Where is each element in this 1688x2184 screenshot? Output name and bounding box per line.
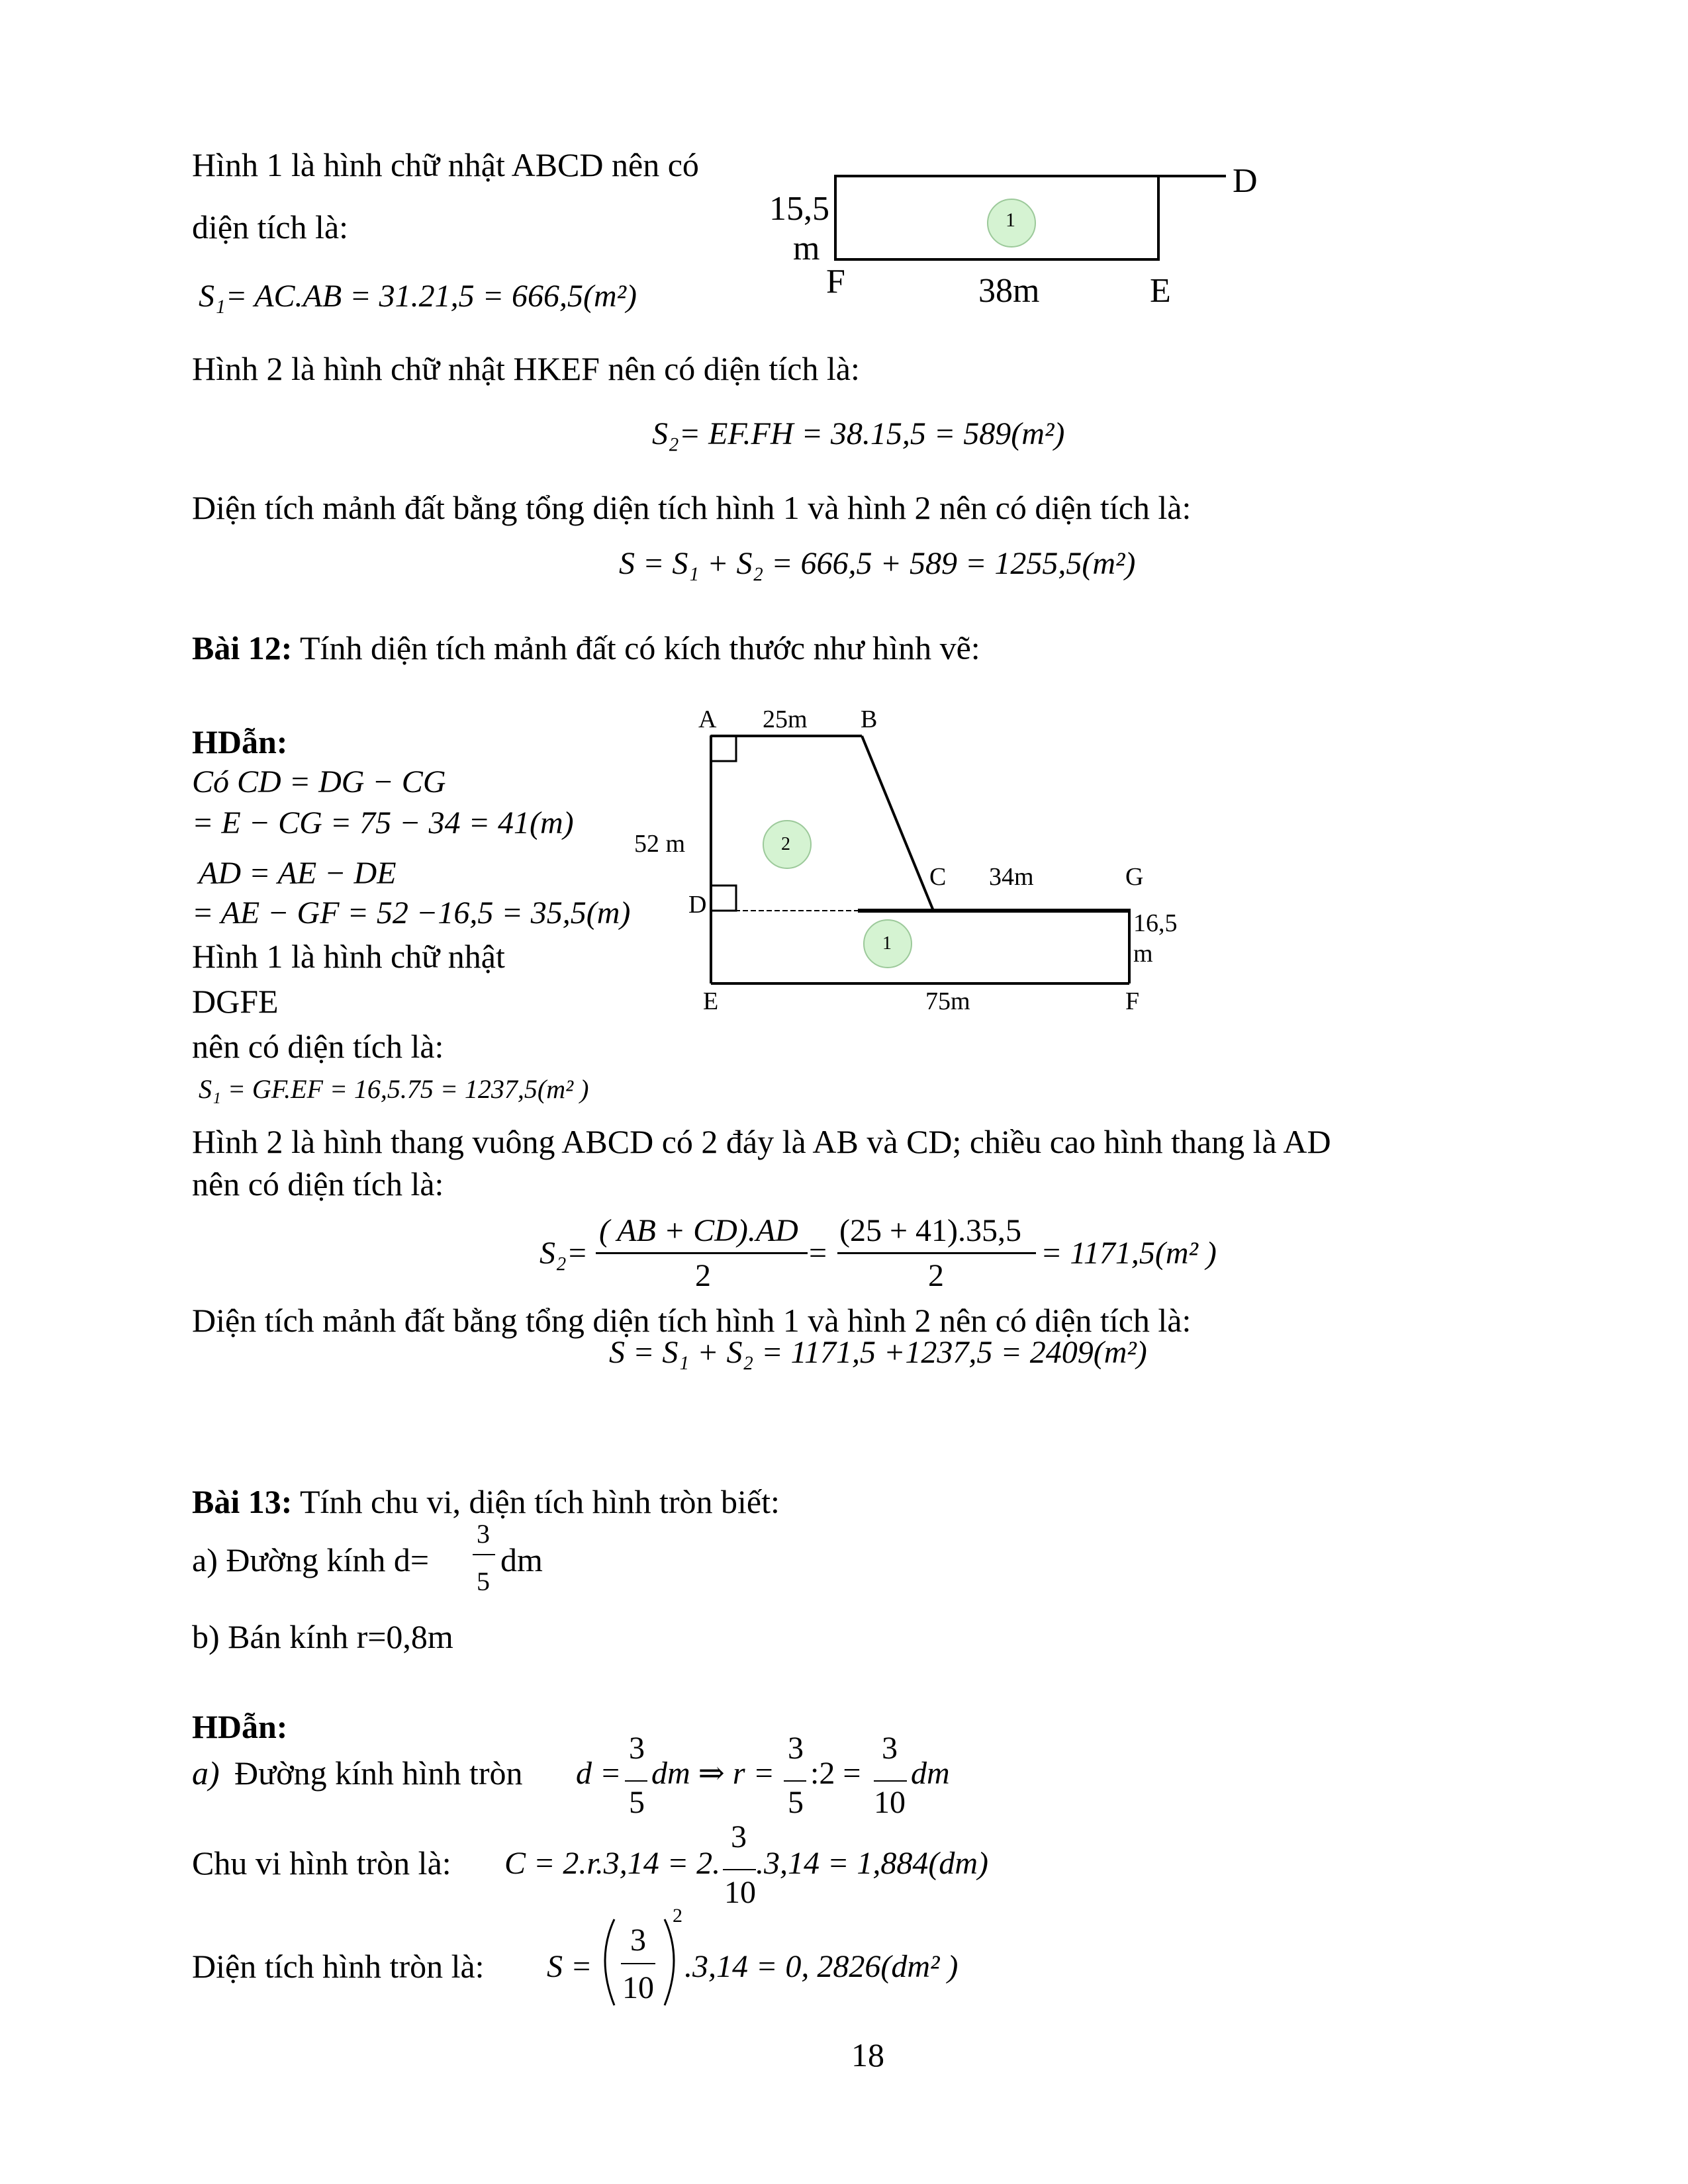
hint-a-mid: dm ⇒ r =: [651, 1756, 774, 1791]
hint-title: HDẫn:: [192, 723, 288, 760]
area-lhs: S =: [547, 1949, 592, 1984]
fraction-bar: [621, 1963, 655, 1964]
fig2-label-g: G: [1125, 863, 1144, 891]
text-line: Hình 2 là hình thang vuông ABCD có 2 đáy là AB và CD; chiều cao hình thang là AD: [192, 1123, 1331, 1160]
text-line: Có CD = DG − CG: [192, 764, 446, 799]
hint-a-d3: 10: [874, 1785, 906, 1820]
formula-s2-rhs: = 1171,5(m² ): [1041, 1236, 1217, 1271]
part-a-prefix: a) Đường kính d=: [192, 1541, 430, 1578]
text-line: Diện tích mảnh đất bằng tổng diện tích hình 1 và hình 2 nên có diện tích là:: [192, 489, 1192, 526]
text-line: Hình 2 là hình chữ nhật HKEF nên có diện tích là:: [192, 350, 860, 387]
fig2-label-b: B: [861, 705, 878, 733]
text-line: DGFE: [192, 983, 279, 1020]
area-exponent: 2: [673, 1905, 682, 1927]
fig1-label-d: D: [1233, 162, 1258, 200]
exercise-prompt: Tính diện tích mảnh đất có kích thước như hình vẽ:: [300, 629, 980, 666]
formula-s2-den1: 2: [695, 1258, 711, 1293]
fig2-label-e: E: [703, 987, 719, 1015]
hint-a-n3: 3: [882, 1731, 898, 1766]
formula-s1: S₁= AC.AB = 31.21,5 = 666,5(m²): [199, 279, 637, 314]
text-line: nên có diện tích là:: [192, 1165, 444, 1203]
fig2-label-75: 75m: [925, 987, 970, 1015]
fig1-region-label: 1: [1006, 209, 1015, 231]
fig2-label-ab: 25m: [763, 705, 808, 733]
fig1-label-f: F: [826, 263, 845, 300]
page-number: 18: [851, 2036, 884, 2073]
formula-s2-num1: ( AB + CD).AD: [599, 1213, 798, 1248]
fig2-label-52: 52 m: [634, 830, 686, 858]
formula-s2: S₂= EF.FH = 38.15,5 = 589(m²): [652, 416, 1065, 451]
formula-s1: S₁ = GF.EF = 16,5.75 = 1237,5(m² ): [199, 1074, 589, 1104]
text-line: Hình 1 là hình chữ nhật: [192, 938, 505, 975]
circumference-formula: C = 2.r.3,14 = 2.: [504, 1846, 721, 1881]
hint-a-prefix: Đường kính hình tròn: [234, 1754, 523, 1792]
part-a-num: 3: [477, 1519, 490, 1549]
formula-s2-den2: 2: [928, 1258, 944, 1293]
fig2-label-d: D: [688, 891, 707, 919]
fig2-region-1-label: 1: [882, 933, 892, 954]
part-b-line: b) Bán kính r=0,8m: [192, 1618, 453, 1655]
part-a-unit: dm: [500, 1541, 543, 1578]
exercise-title: Bài 12:: [192, 629, 293, 666]
fig2-label-34: 34m: [989, 863, 1034, 891]
exercise-prompt: Tính chu vi, diện tích hình tròn biết:: [300, 1483, 780, 1520]
circumference-prefix: Chu vi hình tròn là:: [192, 1844, 451, 1882]
text-line: nên có diện tích là:: [192, 1028, 444, 1065]
text-line: Diện tích mảnh đất bằng tổng diện tích hình 1 và hình 2 nên có diện tích là:: [192, 1302, 1192, 1339]
hint-a-d1: 5: [629, 1785, 645, 1820]
formula-s2-num2: (25 + 41).35,5: [839, 1213, 1022, 1248]
formula-s2-eq: =: [809, 1236, 827, 1271]
area-prefix: Diện tích hình tròn là:: [192, 1948, 485, 1985]
fig1-label-e: E: [1150, 272, 1171, 310]
hint-a-d: d =: [576, 1756, 622, 1791]
text-line: AD = AE − DE: [199, 856, 397, 891]
formula-sum: S = S₁ + S₂ = 1171,5 +1237,5 = 2409(m²): [609, 1335, 1147, 1370]
fig1-side-label: 15,5: [769, 190, 829, 228]
text-line: = E − CG = 75 − 34 = 41(m): [192, 805, 574, 841]
fig1-bottom-label: 38m: [978, 272, 1040, 310]
hint-a-d2: 5: [788, 1785, 804, 1820]
hint-a-n2: 3: [788, 1731, 804, 1766]
fig2-label-f: F: [1125, 987, 1140, 1015]
fig2-label-c: C: [929, 863, 947, 891]
fig2-label-a: A: [698, 705, 717, 733]
hint-title: HDẫn:: [192, 1708, 288, 1745]
circumference-num: 3: [731, 1819, 747, 1854]
fig2-label-165: 16,5: [1133, 909, 1178, 937]
hint-a-n1: 3: [629, 1731, 645, 1766]
formula-s2-lhs: S₂=: [539, 1236, 588, 1271]
fig1-side-unit: m: [793, 230, 820, 267]
left-paren: [605, 1919, 614, 2005]
text-line: diện tích là:: [192, 208, 349, 246]
right-paren: [665, 1919, 674, 2005]
hint-a-div: :2 =: [810, 1756, 861, 1791]
hint-a-label: a): [192, 1754, 220, 1792]
text-line: = AE − GF = 52 −16,5 = 35,5(m): [192, 895, 631, 931]
fig2-region-2-label: 2: [781, 834, 790, 854]
area-den: 10: [622, 1970, 654, 2005]
exercise-title: Bài 13:: [192, 1483, 293, 1520]
hint-a-unit: dm: [911, 1756, 950, 1791]
area-rest: .3,14 = 0, 2826(dm² ): [684, 1949, 959, 1984]
circumference-den: 10: [724, 1875, 756, 1910]
circumference-rest: .3,14 = 1,884(dm): [756, 1846, 989, 1881]
text-line: Hình 1 là hình chữ nhật ABCD nên có: [192, 146, 699, 183]
part-a-den: 5: [477, 1567, 490, 1596]
formula-sum: S = S₁ + S₂ = 666,5 + 589 = 1255,5(m²): [619, 546, 1136, 581]
fig2-label-165-unit: m: [1133, 940, 1153, 968]
area-num: 3: [630, 1923, 646, 1958]
